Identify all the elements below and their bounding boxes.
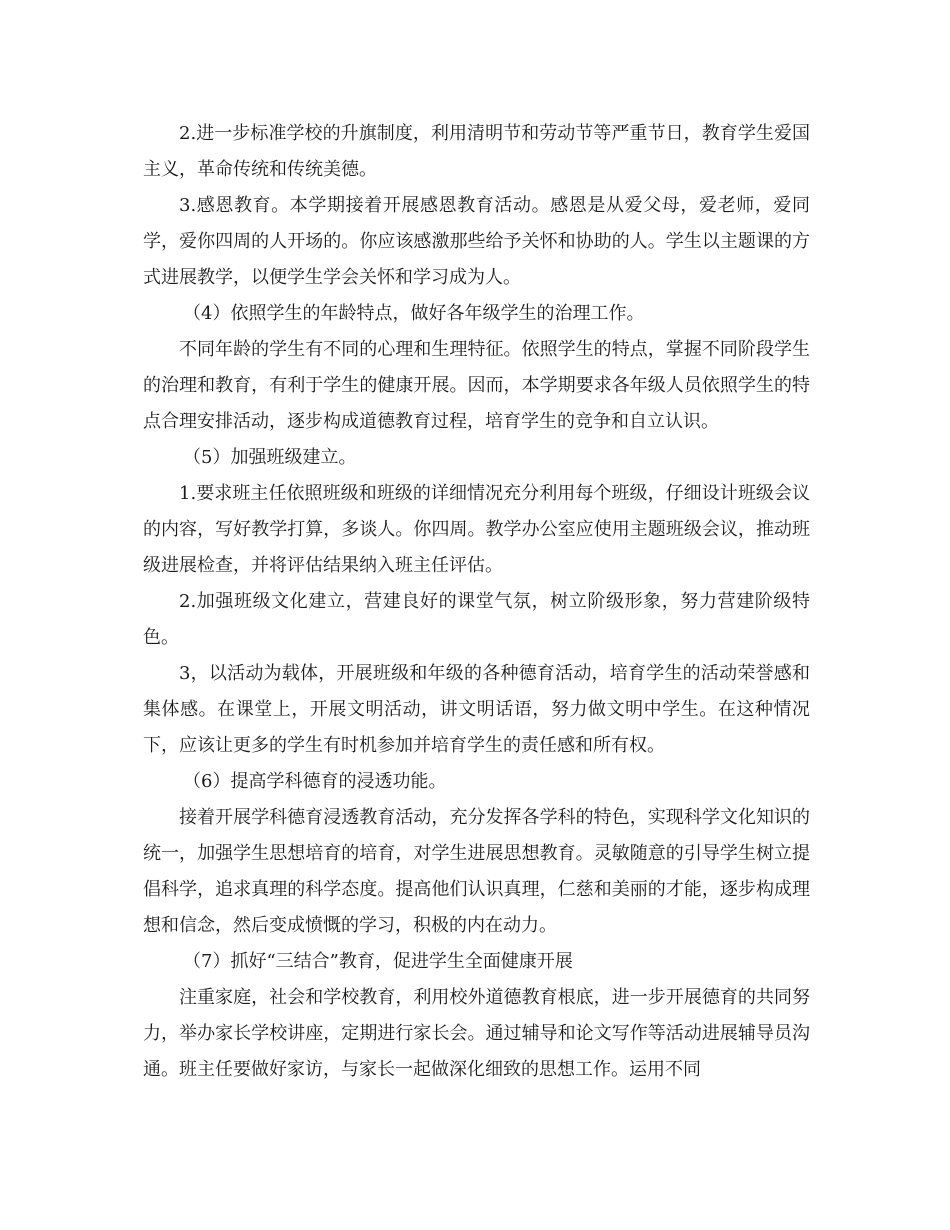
paragraph-gratitude-education: 3.感恩教育。本学期接着开展感恩教育活动。感恩是从爱父母，爱老师，爱同学，爱你四周的人开场的。你应该感激那些给予关怀和协助的人。学生以主题课的方式进展教学，以便学生学会关怀和学习成为人。 [143,195,810,288]
paragraph-class-meetings: 1.要求班主任依照班级和班级的详细情况充分利用每个班级，仔细设计班级会议的内容，写好教学打算，多谈人。你四周。教学办公室应使用主题班级会议，推动班级进展检查，并将评估结果纳入班主任评估。 [143,483,810,576]
section-heading-4: （4）依照学生的年龄特点，做好各年级学生的治理工作。 [183,303,645,324]
document-body [143,116,810,1088]
paragraph-activities: 3，以活动为载体，开展班级和年级的各种德育活动，培育学生的活动荣誉感和集体感。在课堂上，开展文明活动，讲文明话语，努力做文明中学生。在这种情况下，应该让更多的学生有时机参加并培育学生的责任感和所有权。 [143,663,810,756]
paragraph-age-characteristics: 不同年龄的学生有不同的心理和生理特征。依照学生的特点，掌握不同阶段学生的治理和教育，有利于学生的健康开展。因而，本学期要求各年级人员依照学生的特点合理安排活动，逐步构成道德教育过程，培育学生的竞争和自立认识。 [143,339,810,432]
paragraph-subject-education: 接着开展学科德育浸透教育活动，充分发挥各学科的特色，实现科学文化知识的统一，加强学生思想培育的培育，对学生进展思想教育。灵敏随意的引导学生树立提倡科学，追求真理的科学态度。提高他们认识真理，仁慈和美丽的才能，逐步构成理想和信念，然后变成愤慨的学习，积极的内在动力。 [143,807,810,936]
section-heading-6: （6）提高学科德育的浸透功能。 [183,771,447,792]
paragraph-class-culture: 2.加强班级文化建立，营建良好的课堂气氛，树立阶级形象，努力营建阶级特色。 [143,591,810,648]
paragraph-three-combination: 注重家庭，社会和学校教育，利用校外道德教育根底，进一步开展德育的共同努力，举办家长学校讲座，定期进行家长会。通过辅导和论文写作等活动进展辅导员沟通。班主任要做好家访，与家长一起做深化细致的思想工作。运用不同 [143,987,810,1080]
paragraph-flag-raising: 2.进一步标准学校的升旗制度，利用清明节和劳动节等严重节日，教育学生爱国主义，革命传统和传统美德。 [143,123,810,180]
section-heading-7: （7）抓好“三结合”教育，促进学生全面健康开展 [183,951,573,972]
section-heading-5: （5）加强班级建立。 [183,447,357,468]
